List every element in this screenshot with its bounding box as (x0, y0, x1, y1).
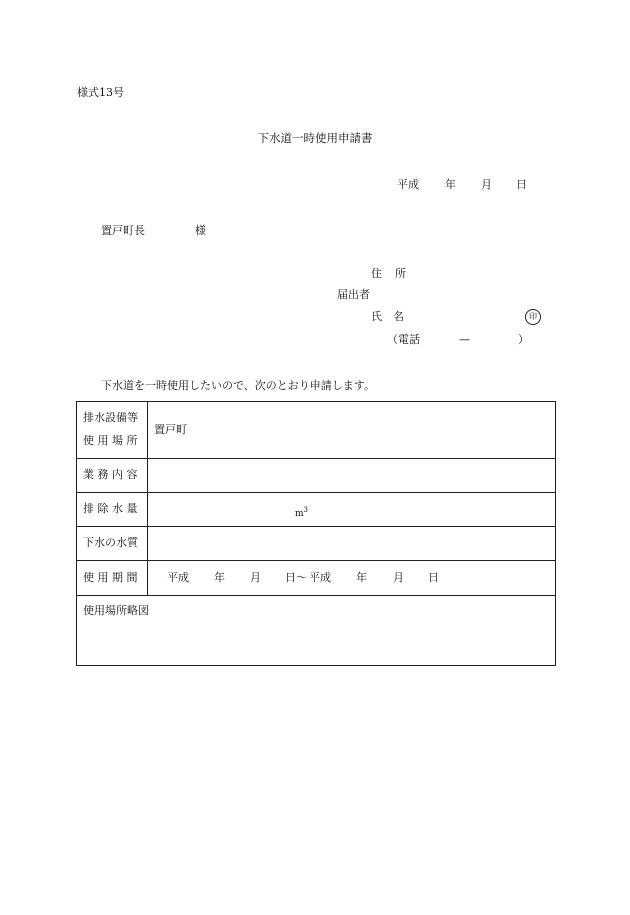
table-row-business (77, 459, 555, 493)
date-year-unit: 年 (445, 178, 456, 191)
table-header-cell (77, 493, 148, 526)
period-from-month: 月 (250, 571, 261, 584)
table-row-discharge (77, 493, 555, 527)
telephone-close-paren: ） (518, 333, 529, 346)
table-header-cell (77, 459, 148, 492)
page-title: 下水道一時使用申請書 (257, 131, 373, 145)
table-row-period (77, 561, 555, 596)
period-from-era: 平成 (167, 571, 189, 584)
quality-header: 下水の水質 (83, 536, 138, 549)
table-row-quality (77, 527, 555, 561)
form-number: 様式13号 (77, 86, 124, 99)
date-day-unit: 日 (516, 178, 527, 191)
business-header: 業 務 内 容 (83, 468, 138, 481)
period-to-month: 月 (393, 571, 404, 584)
period-from-year: 年 (214, 571, 225, 584)
addressee-honorific: 様 (195, 224, 206, 237)
table-header-cell (77, 527, 148, 560)
seal-mark: 印 (525, 309, 541, 325)
table-header-cell (77, 561, 148, 595)
table-row-location (77, 402, 555, 459)
table-row-map (77, 596, 555, 665)
discharge-unit: $m^3$ (295, 506, 309, 519)
name-label: 氏 名 (371, 310, 404, 323)
table-header-cell (77, 402, 148, 458)
telephone-separator: — (459, 333, 470, 346)
map-header: 使用場所略図 (83, 604, 149, 617)
applicant-label: 届出者 (337, 288, 370, 301)
period-from-day: 日〜 (285, 571, 307, 584)
application-table (76, 401, 556, 666)
discharge-header: 排 除 水 量 (83, 502, 138, 515)
location-value: 置戸町 (154, 423, 187, 436)
period-to-year: 年 (356, 571, 367, 584)
period-header: 使 用 期 間 (83, 571, 138, 584)
location-header-line1: 排水設備等 (83, 411, 138, 424)
date-month-unit: 月 (481, 178, 492, 191)
statement-text: 下水道を一時使用したいので、次のとおり申請します。 (101, 379, 375, 392)
addressee-name: 置戸町長 (101, 224, 145, 237)
date-era: 平成 (397, 178, 419, 191)
address-label: 住 所 (371, 267, 407, 280)
period-to-day: 日 (428, 571, 439, 584)
telephone-label: （電話 (387, 333, 420, 346)
period-to-era: 平成 (309, 571, 331, 584)
location-header-line2: 使 用 場 所 (83, 434, 138, 447)
